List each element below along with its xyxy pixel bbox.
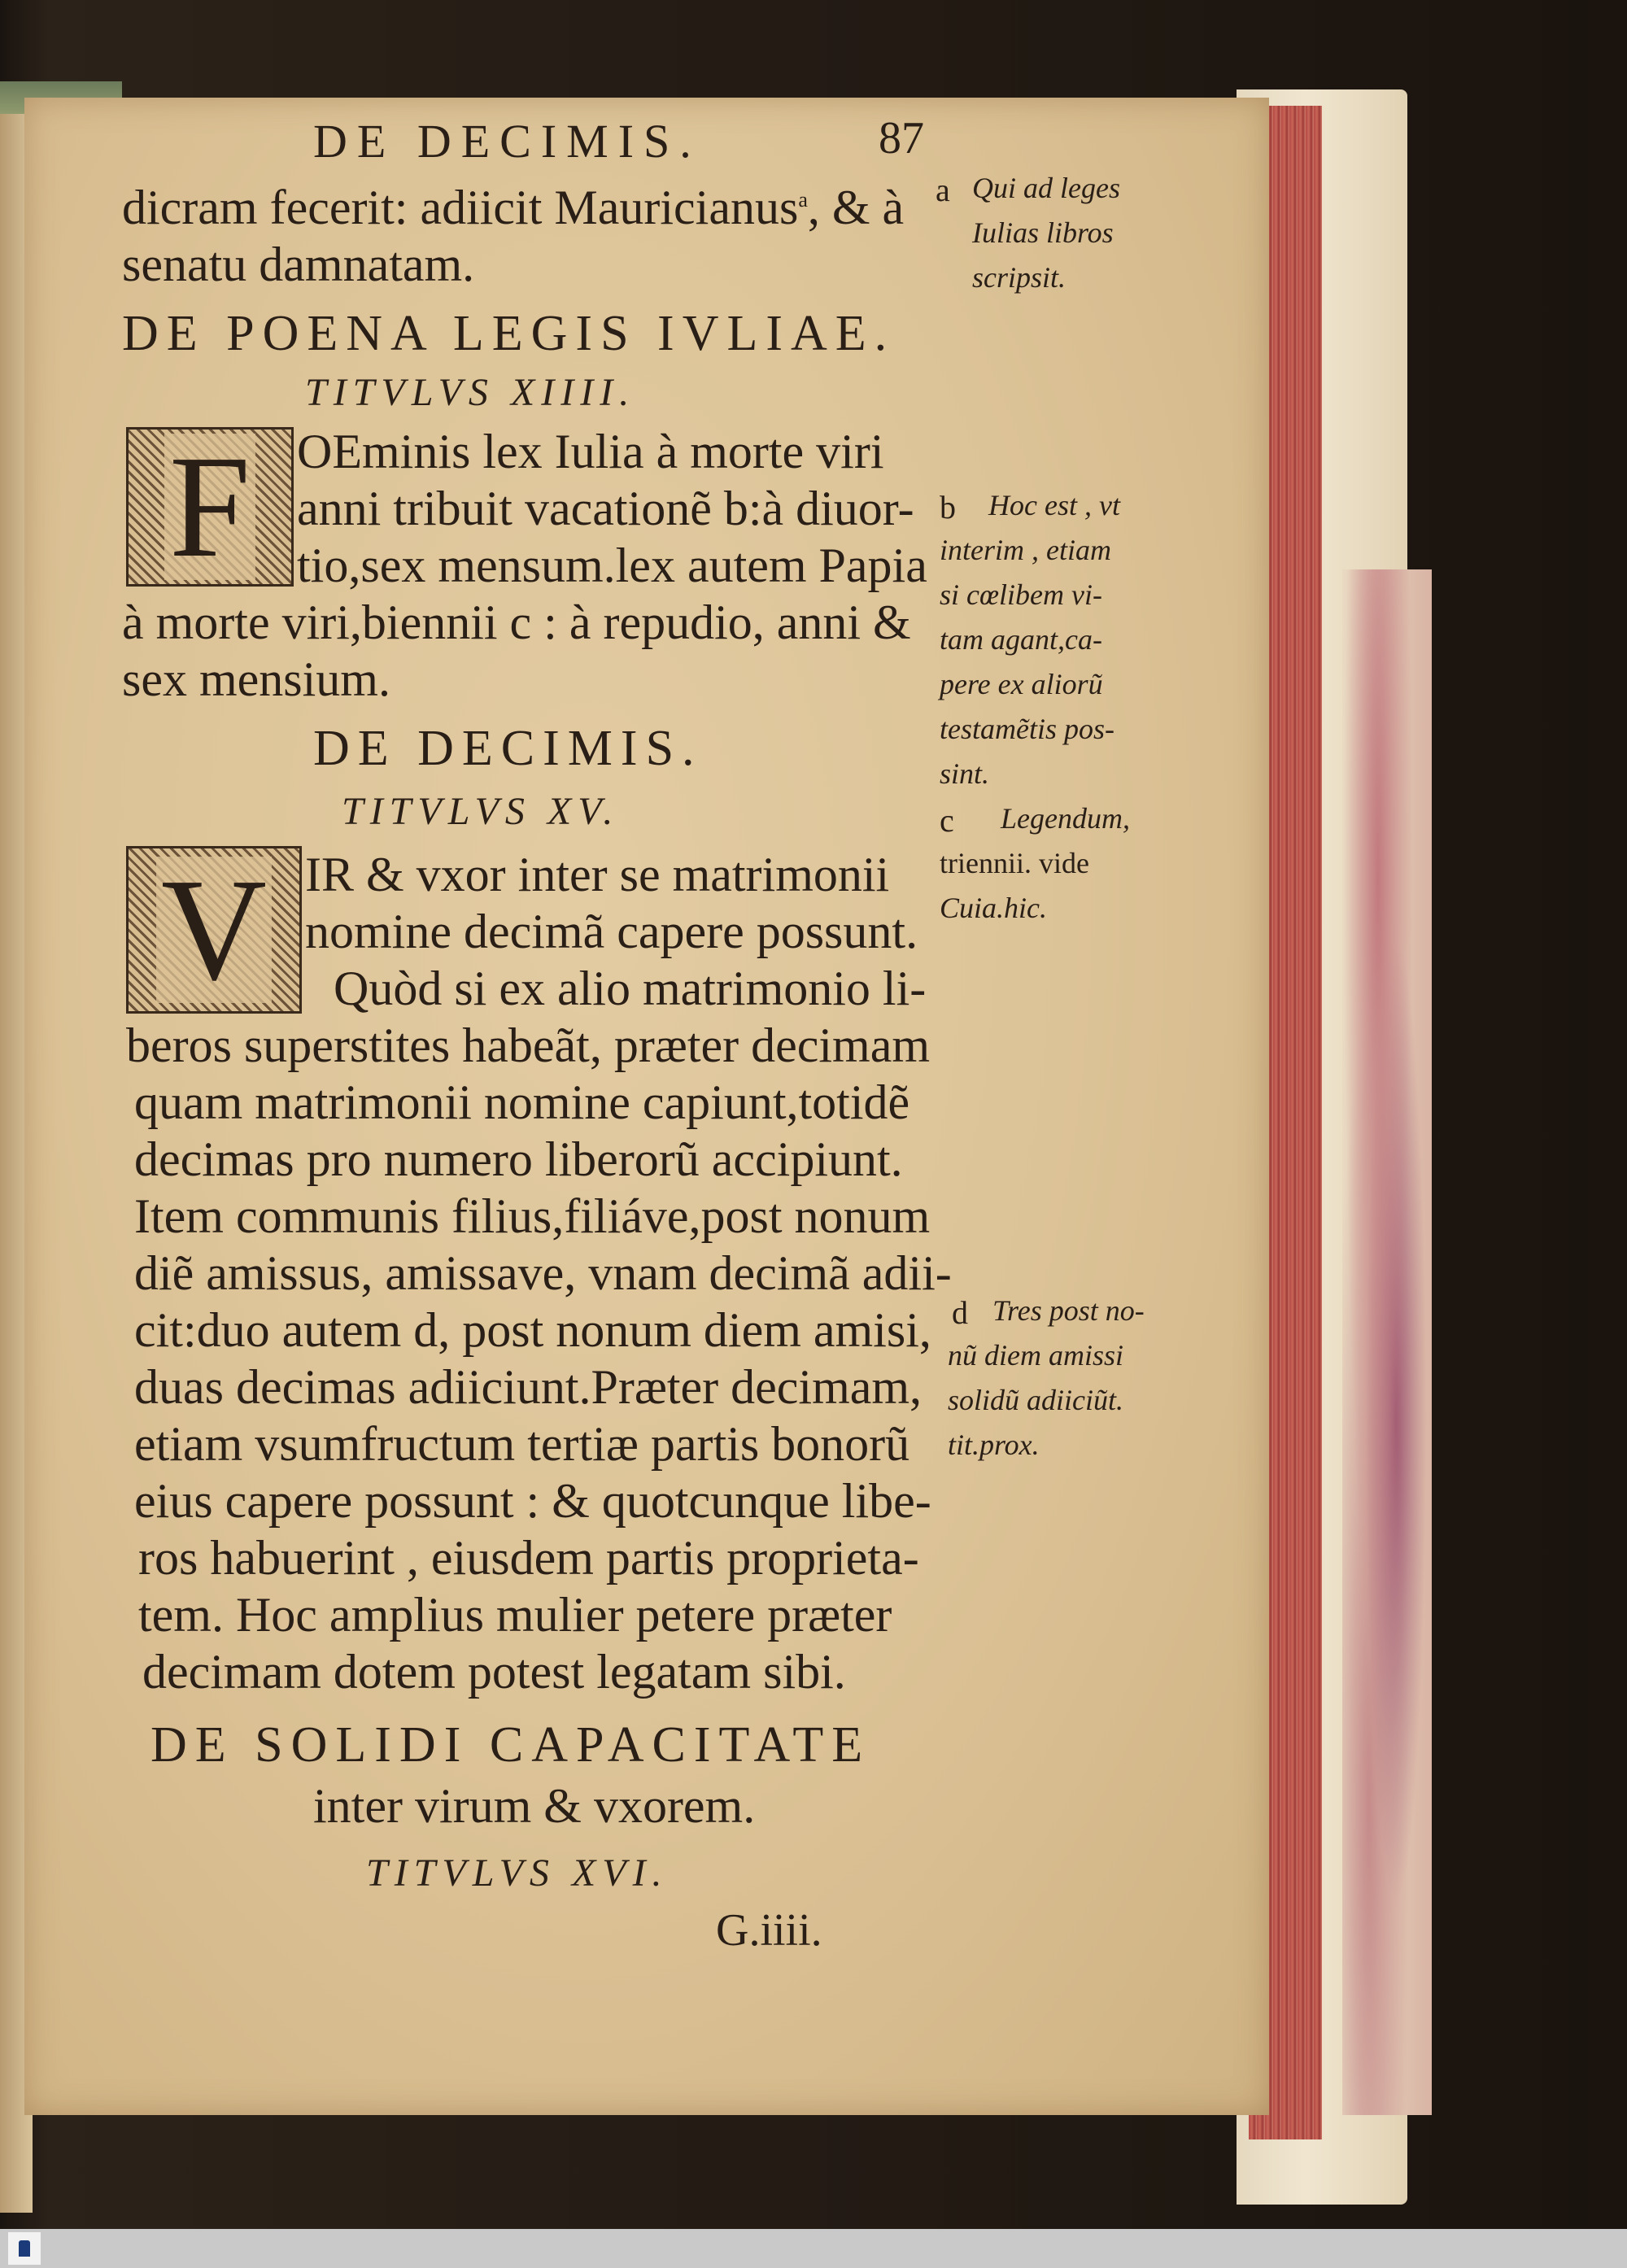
poena-line-2: anni tribuit vacationẽ b:à diuor- bbox=[297, 482, 914, 535]
poena-line-4: à morte viri,biennii c : à repudio, anni & bbox=[122, 595, 911, 649]
marbled-endpaper bbox=[1342, 569, 1432, 2115]
section-heading-solidi: DE SOLIDI CAPACITATE bbox=[150, 1717, 871, 1773]
decimis-line-7: Item communis filius,filiáve,post nonum bbox=[134, 1189, 931, 1243]
decimis-line-8: diẽ amissus, amissave, vnam decimã adii- bbox=[134, 1246, 952, 1300]
titulus-xiiii: TITVLVS XIIII. bbox=[305, 371, 636, 414]
decimis-line-15: decimam dotem potest legatam sibi. bbox=[142, 1645, 846, 1699]
decimis-line-4: beros superstites habeãt, præter decimam bbox=[126, 1018, 931, 1072]
decimis-line-9: cit:duo autem d, post nonum diem amisi, bbox=[134, 1303, 931, 1357]
poena-line-3: tio,sex mensum.lex autem Papia bbox=[297, 539, 927, 592]
section-heading-decimis: DE DECIMIS. bbox=[313, 721, 703, 776]
titulus-xv: TITVLVS XV. bbox=[342, 790, 620, 833]
signature-mark: G.iiii. bbox=[716, 1905, 822, 1956]
decimis-line-6: decimas pro numero liberorũ accipiunt. bbox=[134, 1132, 903, 1186]
book-page: DE DECIMIS. 87 dicram fecerit: adiicit Mauricianus$^a$, & à senatu damnatam. DE POENA LEGIS IVLIAE. TITVLVS XIIII. F OEminis lex Iulia à morte viri anni tribuit vacationẽ b:à diuor- tio,sex mensum.lex autem Papia à morte viri,biennii c : à repudio, anni & sex mensium. DE DECIMIS. TITVLVS XV. V IR & vxor inter se matrimonii nomine decimã capere possunt. Quòd si ex alio matrimonio li- beros superstites habeãt, præter decimam quam matrimonii nomine capiunt,totidẽ decimas pro numero liberorũ accipiunt. Item communis filius,filiáve,post nonum diẽ amissus, amissave, vnam decimã adii- cit:duo autem d, post nonum diem amisi, duas decimas adiiciunt.Præter decimam, etiam vsumfructum tertiæ partis bonorũ eius capere possunt : & quotcunque libe- ros habuerint , eiusdem partis proprieta- tem. Hoc amplius mulier petere præter decimam dotem potest legatam sibi. DE SOLIDI CAPACITATE inter virum & vxorem. TITVLVS XVI. G.iiii. a Qui ad leges Iulias libros scripsit. b Hoc est , vt interim , etiam si cœlibem vi- tam agant,ca- pere ex aliorũ testamẽtis pos- sint. c Legendum, triennii. vide Cuia.hic. d Tres post no- nũ diem amissi solidũ adiiciũt. tit.prox. bbox=[24, 98, 1269, 2115]
decimis-line-13: ros habuerint , eiusdem partis proprieta- bbox=[138, 1531, 919, 1585]
viewer-footer-bar bbox=[0, 2229, 1627, 2268]
running-head: DE DECIMIS. bbox=[313, 115, 701, 168]
decimis-line-5: quam matrimonii nomine capiunt,totidẽ bbox=[134, 1075, 910, 1129]
intro-line-1: dicram fecerit: adiicit Mauricianus$^a$, & à bbox=[122, 181, 905, 234]
section-heading-poena: DE POENA LEGIS IVLIAE. bbox=[122, 306, 896, 361]
decorated-initial-f: F bbox=[126, 427, 294, 587]
titulus-xvi: TITVLVS XVI. bbox=[366, 1851, 669, 1895]
decimis-line-3: Quòd si ex alio matrimonio li- bbox=[334, 962, 927, 1015]
decimis-line-11: etiam vsumfructum tertiæ partis bonorũ bbox=[134, 1417, 910, 1471]
page-number: 87 bbox=[879, 113, 924, 164]
poena-line-5: sex mensium. bbox=[122, 652, 390, 706]
poena-line-1: OEminis lex Iulia à morte viri bbox=[297, 425, 884, 478]
intro-line-2: senatu damnatam. bbox=[122, 238, 475, 291]
decimis-line-14: tem. Hoc amplius mulier petere præter bbox=[138, 1588, 892, 1642]
section-heading-solidi-line2: inter virum & vxorem. bbox=[313, 1779, 756, 1833]
decimis-line-1: IR & vxor inter se matrimonii bbox=[305, 848, 890, 901]
library-logo-icon bbox=[8, 2232, 41, 2265]
decimis-line-2: nomine decimã capere possunt. bbox=[305, 905, 918, 958]
decimis-line-12: eius capere possunt : & quotcunque libe- bbox=[134, 1474, 931, 1528]
decimis-line-10: duas decimas adiiciunt.Præter decimam, bbox=[134, 1360, 923, 1414]
decorated-initial-v: V bbox=[126, 846, 302, 1014]
